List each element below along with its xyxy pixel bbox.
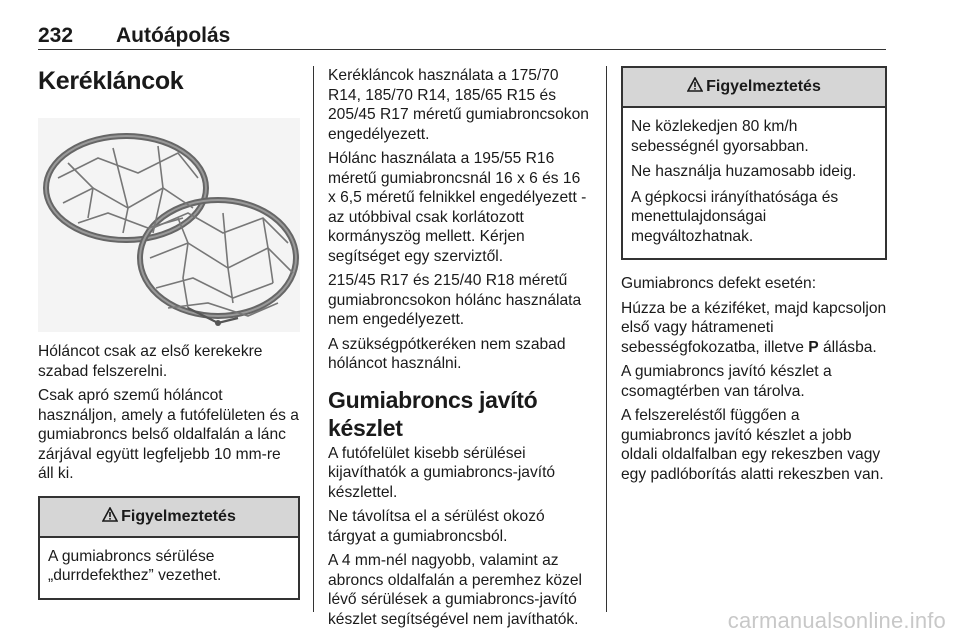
warning-triangle-icon [102, 507, 118, 527]
warning-triangle-icon [687, 77, 703, 97]
heading-snow-chains: Kerékláncok [38, 67, 184, 95]
column-divider-2 [606, 66, 607, 612]
col3-text [621, 274, 887, 484]
paragraph: A szükségpótkeréken nem szabad hóláncot használni. [328, 335, 566, 372]
column-divider-1 [313, 66, 314, 612]
section-title: Autóápolás [116, 24, 231, 47]
gear-letter: P [808, 338, 819, 356]
paragraph: Gumiabroncs defekt esetén: [621, 275, 817, 292]
paragraph: Ne távolítsa el a sérülést okozó tárgyat a gumiabroncsból. [328, 508, 545, 545]
paragraph: Hólánc használata a 195/55 R16 méretű gumiabroncsnál 16 x 6 és 16 x 6,5 méretű felnikkel engedélyezett - az utóbbival csak korlátozott kormányszög mellett. Kérjen segítséget egy szerviztől. [328, 150, 587, 265]
warning-text: A gépkocsi irányíthatósága és menettulajdonságai megváltozhatnak. [631, 188, 839, 245]
warning-body [623, 108, 885, 258]
warning-text: Ne közlekedjen 80 km/h sebességnél gyorsabban. [631, 118, 809, 155]
warning-body [40, 538, 298, 598]
paragraph-with-gear [621, 299, 887, 358]
heading-tire-repair-kit: Gumiabroncs javító készlet [328, 386, 538, 441]
warning-text: Ne használja huzamosabb ideig. [631, 163, 857, 180]
paragraph: Kerékláncok használata a 175/70 R14, 185/70 R14, 185/65 R15 és 205/45 R17 méretű gumiabroncsokon engedélyezett. [328, 67, 589, 143]
paragraph: Hóláncot csak az első kerekekre szabad felszerelni. [38, 343, 263, 380]
warning-box [621, 66, 887, 260]
column-3 [621, 66, 887, 489]
paragraph: A 4 mm-nél nagyobb, valamint az abroncs oldalfalán a peremhez közel lévő sérülések a gumiabroncs-javító készlet segítségével nem javíthatók. [328, 552, 582, 628]
warning-title: Figyelmeztetés [121, 507, 236, 525]
paragraph: 215/45 R17 és 215/40 R18 méretű gumiabroncsokon hólánc használata nem engedélyezett. [328, 272, 582, 328]
warning-header [623, 68, 885, 108]
warning-text: A gumiabroncs sérülése „durrdefekthez” vezethet. [48, 547, 222, 584]
snow-chain-drawing [38, 118, 300, 332]
header-rule [38, 49, 886, 50]
page-number: 232 [38, 24, 74, 47]
paragraph: Csak apró szemű hóláncot használjon, amely a futófelületen és a gumiabroncs belső oldalfalán a lánc zárjával együtt legfeljebb 10 mm-re áll ki. [38, 387, 299, 482]
gear-suffix: állásba. [818, 338, 877, 356]
column-2 [328, 66, 592, 634]
snow-chain-illustration [38, 118, 300, 332]
warning-header [40, 498, 298, 538]
watermark: carmanualsonline.info [727, 608, 946, 633]
page-header [38, 24, 886, 50]
col1-text [38, 342, 300, 484]
paragraph: A felszereléstől függően a gumiabroncs javító készlet a jobb oldali oldalfalban egy rekeszben vagy egy padlóborítás alatti rekeszben van. [621, 407, 884, 483]
warning-box [38, 496, 300, 600]
paragraph: A gumiabroncs javító készlet a csomagtérben van tárolva. [621, 363, 832, 400]
paragraph: A futófelület kisebb sérülései kijavíthatók a gumiabroncs-javító készlettel. [328, 444, 556, 501]
paragraph-text: Húzza be a kéziféket, majd kapcsoljon első vagy hátrameneti sebességfokozatba, illetve [621, 299, 887, 356]
column-1 [38, 66, 300, 600]
warning-title: Figyelmeztetés [706, 78, 821, 95]
